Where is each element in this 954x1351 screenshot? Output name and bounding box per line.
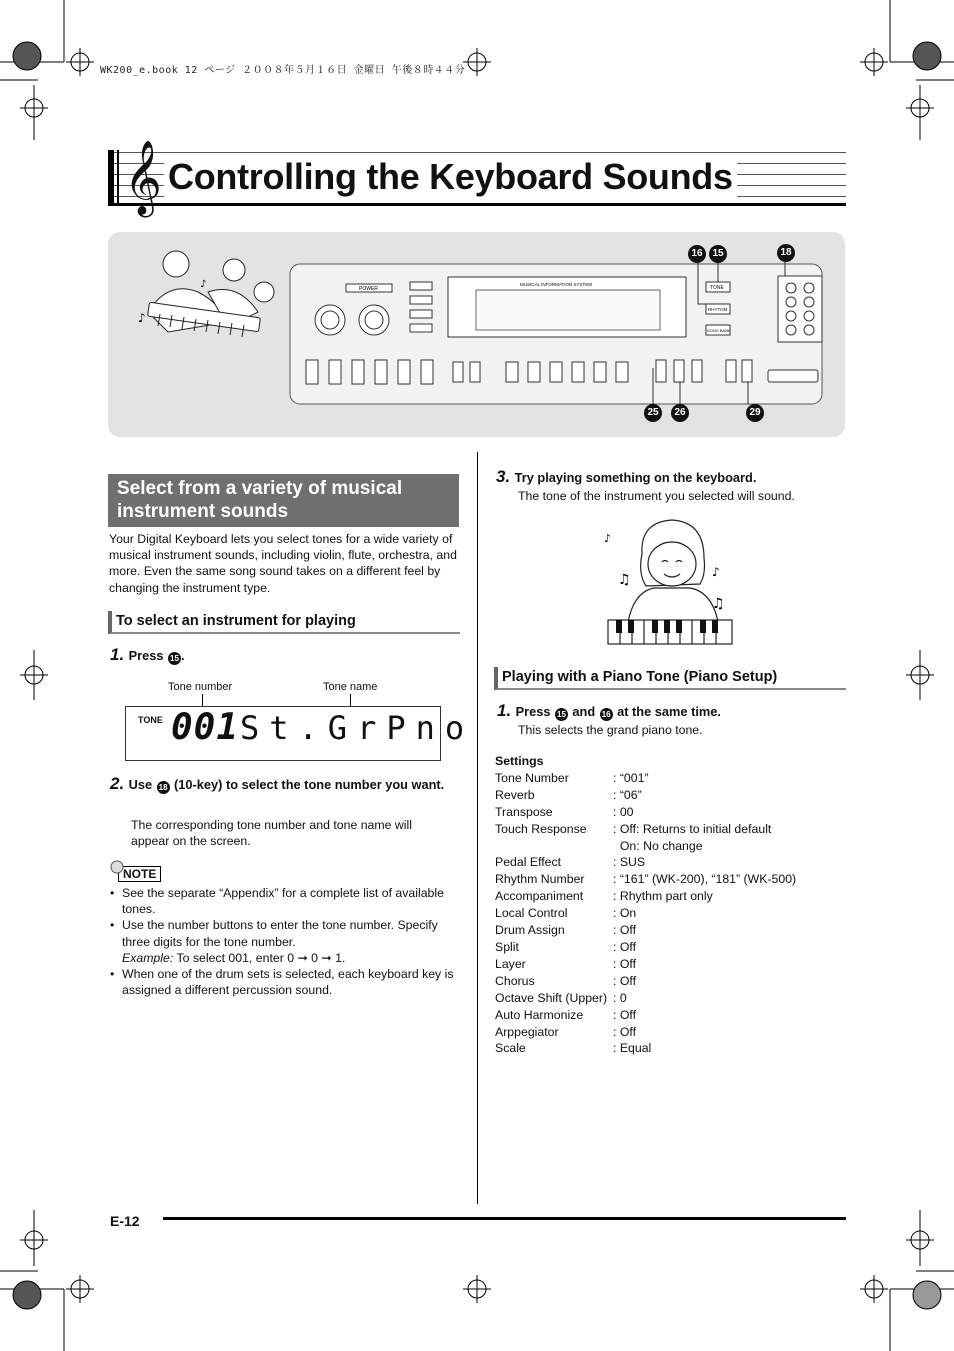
rhythm-button-label: RHYTHM xyxy=(708,307,728,312)
settings-row xyxy=(495,804,796,821)
note-item: • When one of the drum sets is selected, each keyboard key is assigned a different percussion sound. xyxy=(110,966,460,998)
settings-row xyxy=(495,1040,796,1057)
callout-18: 18 xyxy=(777,244,795,262)
setting-name: Auto Harmonize xyxy=(495,1007,584,1022)
settings-row xyxy=(495,888,796,905)
setting-value: : Off: Returns to initial default xyxy=(613,821,772,836)
settings-row xyxy=(495,973,796,990)
note-item: • Use the number buttons to enter the tone number. Specify three digits for the tone number. Example: To select 001, enter 0 ➞ 0 ➞ 1. xyxy=(110,917,460,966)
svg-text:♪: ♪ xyxy=(604,532,612,545)
song-bank-button-label: SONG BANK xyxy=(707,328,731,333)
setting-name: Layer xyxy=(495,956,526,971)
setting-name: Transpose xyxy=(495,804,553,819)
setting-value: : Off xyxy=(613,923,637,938)
step-2: 2. Use 18 (10-key) to select the tone number you want. xyxy=(110,774,445,793)
lcd-tone-number: 001 xyxy=(171,707,240,748)
lcd-display xyxy=(125,706,475,761)
setting-name: Touch Response xyxy=(495,821,587,836)
settings-row xyxy=(495,922,796,939)
setting-name: Pedal Effect xyxy=(495,855,562,870)
setting-value: : Off xyxy=(613,956,637,971)
setting-name: Rhythm Number xyxy=(495,872,585,887)
callout-26: 26 xyxy=(671,404,689,422)
svg-text:♫: ♫ xyxy=(712,596,725,612)
subheading-select-instrument: To select an instrument for playing xyxy=(108,611,460,634)
settings-row xyxy=(495,787,796,804)
step-3-detail: The tone of the instrument you selected will sound. xyxy=(518,489,795,503)
button-ref-16: 16 xyxy=(600,708,613,721)
lcd-caption-tone-number: Tone number xyxy=(168,681,233,693)
step-3: 3. Try playing something on the keyboard. xyxy=(496,467,757,486)
column-divider xyxy=(477,452,478,1204)
setting-value: : Off xyxy=(613,939,637,954)
setting-value: : 0 xyxy=(613,990,627,1005)
chapter-title-bar xyxy=(108,141,846,215)
button-ref-15: 15 xyxy=(555,708,568,721)
svg-text:♫: ♫ xyxy=(618,572,631,588)
setting-name: Drum Assign xyxy=(495,923,565,938)
print-header: WK200_e.book 12 ページ ２００８年５月１６日 金曜日 午後８時４４分 xyxy=(100,65,466,76)
settings-title: Settings xyxy=(495,754,544,768)
intro-paragraph: Your Digital Keyboard lets you select tones for a wide variety of musical instrument sounds, including violin, flute, orchestra, and more. Even the same song sound takes on a different feel by changing the instrument type. xyxy=(109,532,457,595)
setting-value: : Equal xyxy=(613,1041,652,1056)
setting-name: Arppegiator xyxy=(495,1024,559,1039)
setting-name: Scale xyxy=(495,1041,526,1056)
callout-15: 15 xyxy=(709,245,727,263)
setting-name: Tone Number xyxy=(495,770,569,785)
button-ref-18: 18 xyxy=(157,781,170,794)
lcd-caption-tone-name: Tone name xyxy=(323,681,378,693)
svg-text:♪: ♪ xyxy=(200,279,207,290)
settings-row xyxy=(495,939,796,956)
settings-row xyxy=(495,821,796,838)
lcd-tone-name: St.GrPno xyxy=(240,709,475,747)
setting-name: Local Control xyxy=(495,906,568,921)
page-title: Controlling the Keyboard Sounds xyxy=(164,156,737,198)
setting-value: : “06” xyxy=(613,787,642,802)
setting-value: : SUS xyxy=(613,855,646,870)
svg-text:♪: ♪ xyxy=(712,565,720,579)
power-label: POWER xyxy=(359,286,378,292)
setting-value: : Off xyxy=(613,1007,637,1022)
setting-name xyxy=(495,838,613,855)
footer-rule xyxy=(163,1217,846,1220)
keyboard-diagram xyxy=(108,232,845,437)
button-ref-15: 15 xyxy=(168,652,181,665)
step-1: 1. Press 15 . xyxy=(110,645,185,664)
settings-row xyxy=(495,956,796,973)
setting-value: : 00 xyxy=(613,804,634,819)
callout-25: 25 xyxy=(644,404,662,422)
note-item: • See the separate “Appendix” for a complete list of available tones. xyxy=(110,885,460,917)
setting-value: : “161” (WK-200), “181” (WK-500) xyxy=(613,872,797,887)
settings-row xyxy=(495,1007,796,1024)
setting-value: : “001” xyxy=(613,770,649,785)
setting-name: Accompaniment xyxy=(495,889,584,904)
settings-row xyxy=(495,838,796,855)
setting-name: Reverb xyxy=(495,787,535,802)
callout-29: 29 xyxy=(746,404,764,422)
page-number: E-12 xyxy=(110,1213,140,1229)
child-playing-piano-illustration xyxy=(600,514,740,648)
piano-setup-step-1: 1. Press 15 and 16 at the same time. xyxy=(497,701,721,720)
setting-value: : Off xyxy=(613,1024,637,1039)
setting-name: Split xyxy=(495,939,519,954)
settings-row xyxy=(495,905,796,922)
settings-table xyxy=(495,753,796,1057)
setting-value: : Rhythm part only xyxy=(613,889,713,904)
settings-row xyxy=(495,990,796,1007)
keyboard-panel-illustration xyxy=(108,232,845,437)
settings-row xyxy=(495,770,796,787)
treble-clef-icon: 𝄞 xyxy=(124,141,162,215)
settings-row xyxy=(495,1024,796,1041)
step-2-detail: The corresponding tone number and tone name will appear on the screen. xyxy=(131,818,412,849)
note-list xyxy=(110,885,460,998)
callout-16: 16 xyxy=(688,245,706,263)
setting-value: : On xyxy=(613,906,637,921)
display-label: MUSICAL INFORMATION SYSTEM xyxy=(520,282,593,287)
subheading-piano-setup: Playing with a Piano Tone (Piano Setup) xyxy=(494,667,846,690)
piano-setup-detail: This selects the grand piano tone. xyxy=(518,723,703,737)
settings-row xyxy=(495,871,796,888)
setting-name: Octave Shift (Upper) xyxy=(495,990,608,1005)
setting-name: Chorus xyxy=(495,973,535,988)
setting-value: : Off xyxy=(613,973,637,988)
lightbulb-icon xyxy=(110,860,124,874)
setting-value: On: No change xyxy=(613,838,703,853)
svg-text:♪: ♪ xyxy=(138,311,146,325)
section-heading: Select from a variety of musical instrument sounds xyxy=(108,474,459,527)
note-box xyxy=(110,860,161,883)
settings-row xyxy=(495,854,796,871)
lcd-tone-indicator: TONE xyxy=(138,715,163,725)
note-label: NOTE xyxy=(118,866,161,882)
tone-button-label: TONE xyxy=(710,285,724,291)
